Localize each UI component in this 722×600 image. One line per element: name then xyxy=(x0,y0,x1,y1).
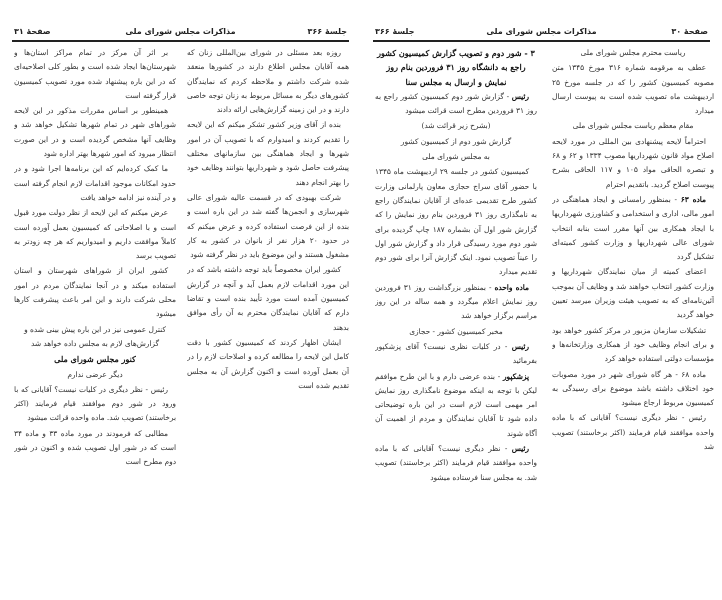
paragraph: رئیس - نظر دیگری نیست؟ آقایانی که با ماده واحده موافقند قیام فرمایند (اکثر برخاستند) تصویب شد. به مجلس سنا فرستاده میشود xyxy=(375,444,537,482)
page-number: صفحهٔ ۳۰ xyxy=(671,27,708,36)
paragraph: پزشکپور - بنده عرضی دارم و با این طرح موافقم لیکن با توجه به اینکه موضوع نامگذاری روز نمایش امر مهمی است لازم است در این باره توضیحاتی داده شود تا آقایان نمایندگان و مردم از اهمیت آن آگاه شوند xyxy=(375,371,537,438)
header-title: مذاکرات مجلس شورای ملی xyxy=(486,27,597,36)
paragraph: عرض میکنم که این لایحه از نظر دولت مورد قبول است و با اصلاحاتی که کمیسیون بعمل آورده است کاملاً موافقت داریم و امیدواریم که هر چه زودتر به تصویب برسد xyxy=(14,208,176,261)
paragraph: مقام معظم ریاست مجلس شورای ملی xyxy=(572,121,694,131)
paragraph: کشور ایران از شوراهای شهرستان و استان استفاده میکند و در آنجا نمایندگان مردم در امور محلی شرکت دارند و این امر باعث پیشرفت کارها میشود xyxy=(14,266,176,319)
paragraph: رئیس - گزارش شور دوم کمیسیون کشور راجع به روز ۳۱ فروردین مطرح است قرائت میشود xyxy=(375,91,537,116)
paragraph: ماده ۶۳ - بمنظور رامسانی و ایجاد هماهنگی در امور مالی، اداری و استخدامی و کشاورزی شهرداریها با ایجاد همکاری بین آنها مقرر است بنابه انتخاب شورای عالی شهرداریها و وزارت کشور کمیته‌ای تشکیل گردد xyxy=(552,194,714,262)
paragraph: اعضای کمیته از میان نمایندگان شهرداریها و وزارت کشور انتخاب خواهند شد و وظایف آن بموجب آئین‌نامه‌ای که به تصویب هیئت وزیران میرسد تعیین خواهد گردید xyxy=(552,267,714,320)
paragraph: گزارش شور دوم از کمیسیون کشور xyxy=(400,136,512,146)
paragraph: کمیسیون کشور در جلسه ۲۹ اردیبهشت ماه ۱۳۴۵ با حضور آقای سراج حجازی معاون پارلمانی وزارت کشور طرح تقدیمی عده‌ای از آقایان نمایندگان راجع به نامگذاری روز ۳۱ فروردین بنام روز نمایش را که گزارش شور اول آن بشماره ۱۸۷ چاپ گردیده برای شور دوم مورد رسیدگی قرار داد و گزارش شور اول را عیناً تصویب نمود. اینک گزارش آنرا برای شور دوم تقدیم میدارد xyxy=(375,167,537,277)
paragraph: رئیس - در کلیات نظری نیست؟ آقای پزشکپور بفرمائید xyxy=(375,341,537,366)
paragraph: ماده ۶۸ - هر گاه شورای شهر در مورد مصوبات خود اختلاف داشته باشد موضوع برای رسیدگی به کمیسیون مربوط ارجاع میشود xyxy=(552,369,714,408)
paragraph: روزه بعد مسئلی در شورای بین‌المللی زنان که همه آقایان مجلس اطلاع دارند در کشورها منعقد شده شرکت داشتم و ملاحظه کردم که نمایندگان کشورهای دیگر به مسائل مربوط به زنان توجه خاصی دارند و در این زمینه گزارش‌هایی ارائه دادند xyxy=(187,48,349,115)
session-number: جلسهٔ ۳۶۶ xyxy=(307,27,347,36)
paragraph: ماده واحده - بمنظور بزرگداشت روز ۳۱ فروردین روز نمایش اعلام میگردد و همه ساله در این روز مراسم برگزار خواهد شد xyxy=(375,282,537,321)
right-page xyxy=(361,0,722,600)
paragraph: ما کمک کرده‌ایم که این برنامه‌ها اجرا شود و در حدود امکانات موجود اقدامات لازم انجام گرفته است و در آینده نیز ادامه خواهد یافت xyxy=(14,164,176,202)
header-title: مذاکرات مجلس شورای ملی xyxy=(125,27,236,36)
paragraph: بنده از آقای وزیر کشور تشکر میکنم که این لایحه را تقدیم کردند و امیدوارم که با تصویب آن در امور شهرها و ایجاد هماهنگی بین سازمانهای مختلف پیشرفت حاصل شود و شهرداریها بتوانند وظایف خود را بهتر انجام دهند xyxy=(187,120,349,187)
paragraph: همینطور بر اساس مقررات مذکور در این لایحه شوراهای شهر در تمام شهرها تشکیل خواهد شد و وظایف آنها مشخص گردیده است و در این صورت انتظار میرود که امور شهرها بهتر اداره شود xyxy=(14,106,176,159)
paragraph: رئیس - نظر دیگری نیست؟ آقایانی که با ماده واحده موافقند قیام فرمایند (اکثر برخاستند) تصویب شد xyxy=(552,413,714,452)
section-heading: کنور مجلس شورای ملی xyxy=(54,354,136,365)
paragraph: رئیس - نظر دیگری در کلیات نیست؟ آقایانی که با ورود در شور دوم موافقند قیام فرمایند (اکثر برخاستند) تصویب شد. ماده واحده قرائت میشود xyxy=(14,384,176,423)
paragraph: احتراماً لایحه پیشنهادی بین المللی در مورد لایحه اصلاح مواد قانون شهرداریها مصوب ۱۳۳۴ و ۶۲ و ۶۸ و تبصره الحاقی مواد ۱۰۵ و ۱۱۷ الحاقی بشرح پیوست اصلاح گردید. باتقدیم احترام xyxy=(552,136,714,189)
paragraph: مخبر کمیسیون کشور - حجازی xyxy=(409,326,503,336)
paragraph: به مجلس شورای ملی xyxy=(422,152,490,162)
page-number: صفحهٔ ۳۱ xyxy=(14,27,51,36)
paragraph: عطف به مرقومه شماره ۳۱۶ مورخ ۱۳۴۵ متن مصوبه کمیسیون کشور را که در جلسه مورخ ۲۵ اردیبهشت ماه تصویب شده است به پیوست ارسال میدارد xyxy=(552,63,714,116)
paragraph: (بشرح زیر قرائت شد) xyxy=(421,121,491,131)
page-header xyxy=(373,26,710,42)
text-column-right xyxy=(552,46,714,586)
paragraph: کنترل عمومی نیز در این باره پیش بینی شده و گزارش‌های لازم به مجلس داده خواهد شد xyxy=(24,324,166,348)
paragraph: شرکت بهبودی که در قسمت عالیه شورای عالی شهرسازی و انجمن‌ها گفته شد در این باره است و بنده از این فرصت استفاده کرده و عرض میکنم که در حدود ۲۰ هزار نفر از بانوان در کشور به کار مشغول هستند و این موضوع باید در نظر گرفته شود xyxy=(187,192,349,260)
paragraph: بر اثر آن مرکز در تمام مراکز استان‌ها و شهرستان‌ها ایجاد شده است و بطور کلی اصلاحیه‌ای که در این باره پیشنهاد شده مورد تصویب کمیسیون قرار گرفته است xyxy=(14,48,176,100)
text-column-left xyxy=(375,46,537,586)
paragraph: دیگر عرضی ندارم xyxy=(67,369,123,379)
paragraph: تشکیلات سازمان مزبور در مرکز کشور خواهد بود و برای انجام وظایف خود از همکاری وزارتخانه‌ها و مؤسسات دولتی استفاده خواهد کرد xyxy=(552,325,714,364)
text-column-right xyxy=(187,46,349,586)
section-heading: ۳ - شور دوم و تصویب گزارش کمیسیون کشور راجع به دانشگاه روز ۳۱ فروردین بنام روز نمایش و ارسال به مجلس سنا xyxy=(377,48,535,87)
paragraph: ریاست محترم مجلس شورای ملی xyxy=(580,48,686,57)
paragraph: مطالبی که فرمودند در مورد ماده ۳۳ و ماده ۳۴ است که در شور اول تصویب شده و اکنون در شور دوم مطرح است xyxy=(14,428,176,467)
page-header xyxy=(12,26,349,42)
session-number: جلسهٔ ۳۶۶ xyxy=(375,27,415,36)
paragraph: کشور ایران مخصوصاً باید توجه داشته باشد که در این مورد اقدامات لازم بعمل آید و آنچه در گزارش کمیسیون آمده است مورد تأیید بنده است و تقاضا دارم که آقایان نمایندگان محترم به آن رأی موافق بدهند xyxy=(187,265,349,332)
text-column-left xyxy=(14,46,176,586)
paragraph: ایشان اظهار کردند که کمیسیون کشور با دقت کامل این لایحه را مطالعه کرده و اصلاحات لازم را در آن بعمل آورده است و اکنون گزارش آن به مجلس تقدیم شده است xyxy=(187,337,349,390)
